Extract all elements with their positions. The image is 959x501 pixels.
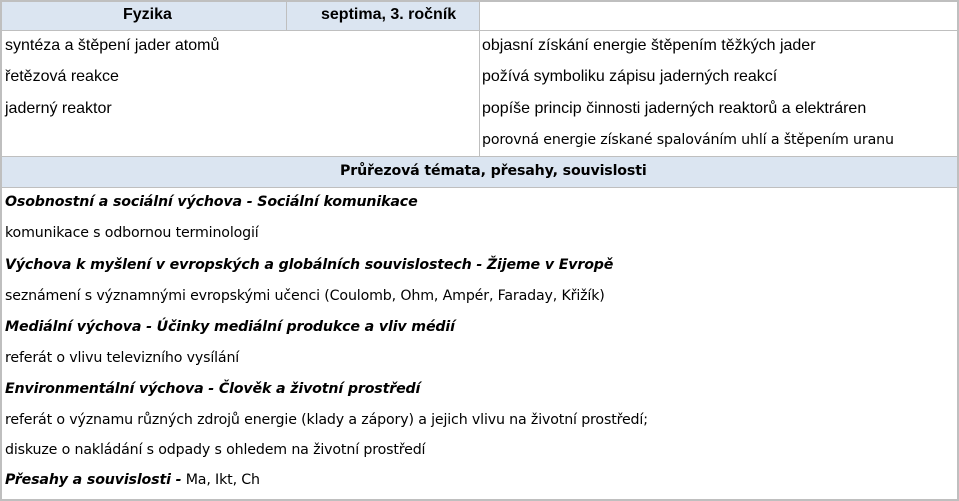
row-divider — [2, 30, 957, 31]
column-divider — [479, 2, 480, 156]
theme-item: referát o významu různých zdrojů energie (klady a zápory) a jejich vlivu na životní prostředí; — [5, 412, 648, 428]
topic-item: jaderný reaktor — [5, 100, 112, 117]
theme-item: seznámení s významnými evropskými učenci (Coulomb, Ohm, Ampér, Faraday, Křižík) — [5, 288, 605, 304]
outcome-item: požívá symboliku zápisu jaderných reakcí — [482, 68, 778, 85]
links-value: Ma, Ikt, Ch — [185, 472, 260, 488]
outcome-item: popíše princip činnosti jaderných reaktorů a elektráren — [482, 100, 867, 117]
theme-heading: Mediální výchova - Účinky mediální produkce a vliv médií — [5, 319, 455, 335]
theme-heading: Environmentální výchova - Člověk a životní prostředí — [5, 381, 421, 397]
grade-title: septima, 3. ročník — [321, 6, 457, 23]
topic-item: řetězová reakce — [5, 68, 119, 85]
outcome-item: porovná energie získané spalováním uhlí a štěpením uranu — [482, 132, 894, 148]
cross-section-title: Průřezová témata, přesahy, souvislosti — [340, 163, 647, 179]
subject-title: Fyzika — [123, 6, 172, 23]
theme-item: referát o vlivu televizního vysílání — [5, 350, 240, 366]
table-border-left — [0, 0, 2, 501]
row-divider — [2, 156, 957, 157]
topic-item: syntéza a štěpení jader atomů — [5, 37, 220, 54]
theme-item: diskuze o nakládání s odpady s ohledem na životní prostředí — [5, 442, 426, 458]
links-row — [5, 472, 260, 488]
theme-heading: Výchova k myšlení v evropských a globálních souvislostech - Žijeme v Evropě — [5, 257, 614, 273]
theme-heading: Osobnostní a sociální výchova - Sociální komunikace — [5, 194, 418, 210]
outcome-item: objasní získání energie štěpením těžkých jader — [482, 37, 816, 54]
header-divider — [286, 2, 287, 30]
theme-item: komunikace s odbornou terminologií — [5, 225, 259, 241]
links-label: Přesahy a souvislosti - — [5, 472, 182, 488]
row-divider — [2, 187, 957, 188]
